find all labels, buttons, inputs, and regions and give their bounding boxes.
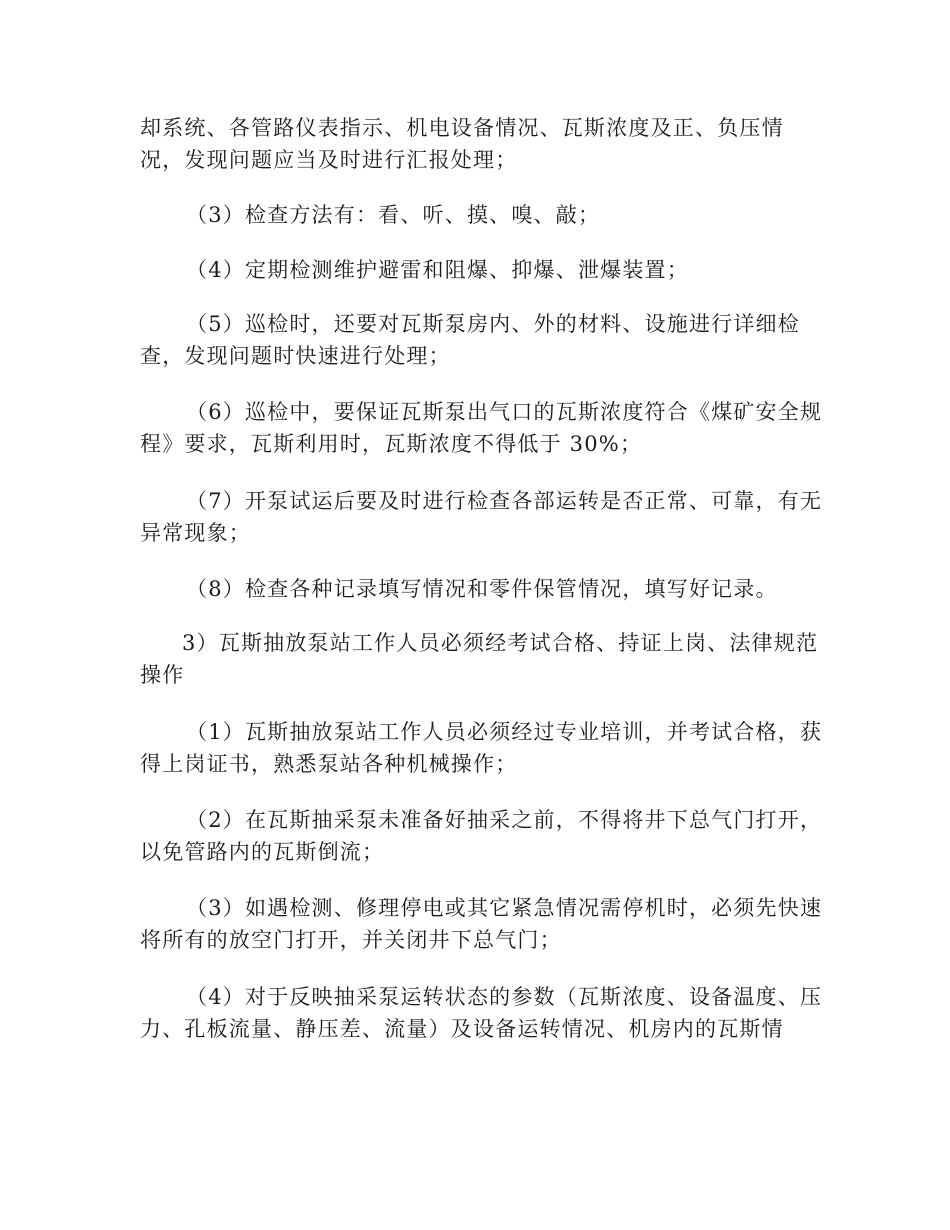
text-line: 以免管路内的瓦斯倒流； bbox=[140, 840, 385, 864]
text-line: （1）瓦斯抽放泵站工作人员必须经过专业培训，并考试合格，获 bbox=[186, 720, 823, 744]
text-line: 况，发现问题应当及时进行汇报处理； bbox=[140, 148, 518, 172]
paragraph-item-4 bbox=[186, 254, 866, 286]
text-line: 异常现象； bbox=[140, 521, 251, 545]
text-line: （2）在瓦斯抽采泵未准备好抽采之前，不得将井下总气门打开， bbox=[186, 808, 823, 832]
paragraph-continuation bbox=[140, 112, 820, 176]
text-line: 查，发现问题时快速进行处理； bbox=[140, 344, 451, 368]
text-line: （4）定期检测维护避雷和阻爆、抑爆、泄爆装置； bbox=[186, 258, 689, 282]
paragraph-item-8 bbox=[186, 573, 866, 605]
text-line: （4）对于反映抽采泵运转状态的参数（瓦斯浓度、设备温度、压 bbox=[186, 985, 823, 1009]
text-line: （5）巡检时，还要对瓦斯泵房内、外的材料、设施进行详细检 bbox=[186, 312, 800, 336]
text-line: （8）检查各种记录填写情况和零件保管情况，填写好记录。 bbox=[186, 577, 778, 601]
text-line: 力、孔板流量、静压差、流量）及设备运转情况、机房内的瓦斯情 bbox=[140, 1017, 784, 1041]
text-line: 却系统、各管路仪表指示、机电设备情况、瓦斯浓度及正、负压情 bbox=[140, 116, 784, 140]
text-line: （3）如遇检测、修理停电或其它紧急情况需停机时，必须先快速 bbox=[186, 896, 823, 920]
text-line: 3）瓦斯抽放泵站工作人员必须经考试合格、持证上岗、法律规范 bbox=[182, 631, 819, 655]
paragraph-item-4b bbox=[140, 981, 823, 1045]
text-line: 操作 bbox=[140, 663, 185, 687]
paragraph-item-7 bbox=[140, 485, 823, 549]
text-line: 将所有的放空门打开，并关闭井下总气门； bbox=[140, 928, 562, 952]
text-line: （7）开泵试运后要及时进行检查各部运转是否正常、可靠，有无 bbox=[186, 489, 823, 513]
section-heading-3 bbox=[140, 627, 820, 691]
paragraph-item-2 bbox=[140, 804, 823, 868]
text-line: （6）巡检中，要保证瓦斯泵出气口的瓦斯浓度符合《煤矿安全规 bbox=[186, 400, 823, 424]
paragraph-item-6 bbox=[140, 396, 823, 460]
paragraph-item-5 bbox=[140, 308, 820, 372]
paragraph-item-3 bbox=[186, 199, 866, 231]
paragraph-item-3b bbox=[140, 892, 823, 956]
paragraph-item-1 bbox=[140, 716, 823, 780]
text-line: 程》要求，瓦斯利用时，瓦斯浓度不得低于 30%； bbox=[140, 432, 643, 456]
text-line: （3）检查方法有：看、听、摸、嗅、敲； bbox=[186, 203, 601, 227]
text-line: 得上岗证书，熟悉泵站各种机械操作； bbox=[140, 752, 518, 776]
